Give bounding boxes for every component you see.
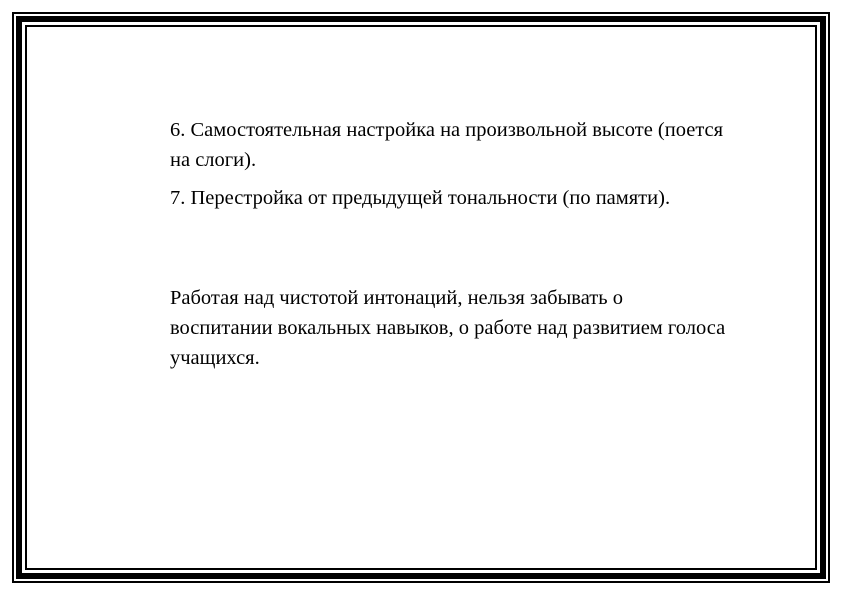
paragraph-spacer [170, 213, 730, 283]
document-body [170, 115, 730, 373]
closing-paragraph: Работая над чистотой интонаций, нельзя забывать о воспитании вокальных навыков, о работе над развитием голоса учащихся. [170, 287, 726, 369]
list-item-6: 6. Самостоятельная настройка на произвольной высоте (поется на слоги). [170, 119, 724, 171]
list-item-7: 7. Перестройка от предыдущей тональности (по памяти). [170, 187, 671, 209]
